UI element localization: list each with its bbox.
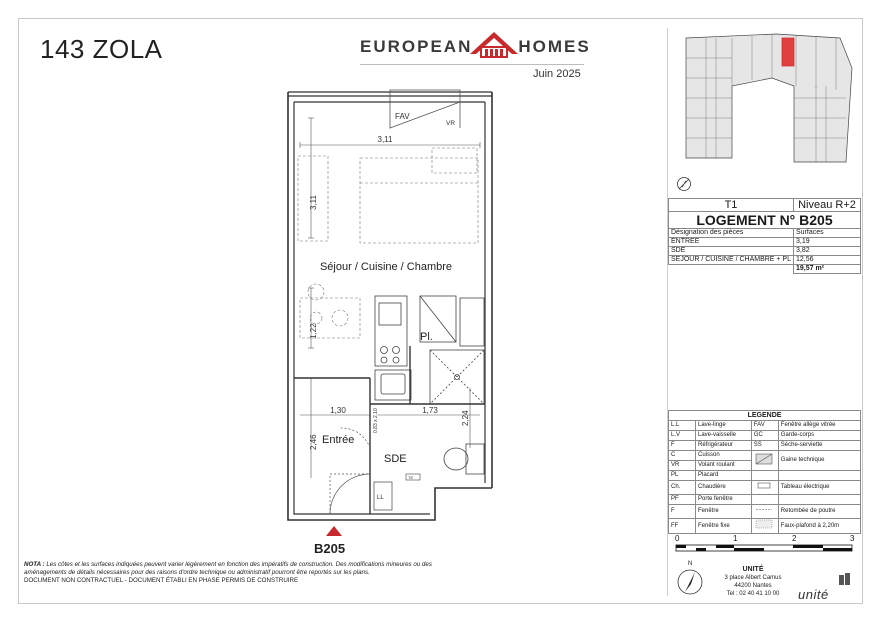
legend-label: Sèche-serviette [778,441,860,451]
legend-label: Cuisson [696,451,752,461]
apartment-floor-plan [280,88,500,540]
logement-title: LOGEMENT N° B205 [669,212,861,229]
dim-bottom-left: 1,30 [330,406,346,415]
scale-label: 0 [675,534,680,543]
scale-label: 3 [850,534,855,543]
room-sde-label: SDE [384,453,407,465]
legend-label: Fenêtre fixe [696,519,752,534]
retombee-poutre-icon [751,505,778,519]
fav-label: FAV [395,112,410,121]
legend-code: L.L [669,421,696,431]
legend-row [669,431,861,441]
legend-row [669,471,861,481]
brand-name-left: EUROPEAN [360,37,473,56]
legend-code: SS [751,441,778,451]
scale-bar [674,543,856,555]
legend-label: Tableau électrique [778,481,860,495]
entry-arrow-icon [326,526,342,536]
room-name: SEJOUR / CUISINE / CHAMBRE + PL [669,256,794,265]
col-surfaces: Surfaces [794,229,861,238]
table-row [669,247,861,256]
scale-label: 2 [792,534,797,543]
north-arrow-icon [675,566,705,596]
north-label: N [688,561,693,567]
disclaimer-note [24,561,464,585]
dim-left-bottom: 2,46 [309,434,318,450]
legend-row [669,421,861,431]
legend-label: Lave-linge [696,421,752,431]
company-logo-mark-icon [838,572,852,586]
unit-type: T1 [669,199,794,212]
dim-door: 0,83 x 2,10 [373,408,379,433]
total-surface: 19,57 m² [794,265,861,274]
room-surface: 12,56 [794,256,861,265]
legend-code: FF [669,519,696,534]
north-arrow-small-icon [676,176,692,192]
legend-code: F [669,505,696,519]
legend-label: Lave-vaisselle [696,431,752,441]
legend-label: Garde-corps [778,431,860,441]
scale-label: 1 [733,534,738,543]
unit-highlight [782,38,794,66]
architect-block [716,566,790,598]
dim-left-mid: 1,22 [309,323,318,339]
unit-info-table [668,198,861,274]
company-logo: unité [798,587,829,602]
building-key-plan [676,28,858,166]
unit-level: Niveau R+2 [794,199,861,212]
col-designation: Désignation des pièces [669,229,794,238]
legend-label: Réfrigérateur [696,441,752,451]
table-row [669,256,861,265]
room-placard-label: Pl. [420,331,433,343]
legend-code: F [669,441,696,451]
legend-label: Gaine technique [778,451,860,471]
brand-house-logo-icon [468,30,520,60]
legend-label: Fenêtre allège vitrée [778,421,860,431]
legend-label: Chaudière [696,481,752,495]
gaine-technique-icon [751,451,778,471]
brand-name-right: HOMES [518,37,591,56]
room-name: SDE [669,247,794,256]
legend-row [669,505,861,519]
legend-label: Volant roulant [696,461,752,471]
company-address-1: 3 place Albert Camus [724,575,782,581]
legend-label: Fenêtre [696,505,752,519]
tableau-electrique-icon [751,481,778,495]
dim-right: 2,24 [461,410,470,426]
note-disclaimer: DOCUMENT NON CONTRACTUEL - DOCUMENT ÉTABLI EN PHASE PERMIS DE CONSTRUIRE [24,577,299,584]
unit-marker-label: B205 [314,541,346,556]
legend-label: Faux-plafond à 2,20m [778,519,860,534]
room-entree-label: Entrée [322,434,355,446]
dim-left-top: 3,11 [309,195,318,210]
room-name: ENTREE [669,238,794,247]
legend-row [669,441,861,451]
table-row [669,238,861,247]
legend-code: GC [751,431,778,441]
room-main-label: Séjour / Cuisine / Chambre [319,261,453,273]
note-text: Les côtes et les surfaces indiquées peuvent varier légèrement en fonction des impératifs de construction. Des modifications mineures ou des aménagements de détails nécessaires pour des raisons d'ordre technique ou administratif pourront être reportés sur les plans. [24,561,432,576]
brand-underline [360,64,584,65]
dim-top-width: 3,11 [377,135,393,144]
vr-label: VR [446,120,456,127]
lave-linge-label: LL [377,495,384,501]
legend-row [669,519,861,534]
note-prefix: NOTA : [24,561,45,568]
dim-bottom-right: 1,73 [422,406,438,415]
company-address-2: 44200 Nantes [734,583,772,589]
legend-code: L.V [669,431,696,441]
plan-date: Juin 2025 [533,68,581,80]
legend-code: C [669,451,696,461]
legend-code: VR [669,461,696,471]
faux-plafond-icon [751,519,778,534]
legend-row [669,481,861,495]
legend-title: LEGENDE [669,411,861,421]
company-name: UNITÉ [742,566,764,573]
company-phone: Tel : 02 40 41 10 00 [726,591,780,597]
project-title: 143 ZOLA [40,34,163,64]
room-surface: 3,19 [794,238,861,247]
legend-code: PF [669,495,696,505]
tableau-label: TE [408,475,414,480]
legend-label: Porte fenêtre [696,495,752,505]
legend-code: PL [669,471,696,481]
legend-row [669,451,861,461]
legend-table [668,410,861,534]
legend-row [669,495,861,505]
legend-code: Ch. [669,481,696,495]
legend-label: Retombée de poutre [778,505,860,519]
room-surface: 3,82 [794,247,861,256]
legend-label: Placard [696,471,752,481]
legend-code: FAV [751,421,778,431]
